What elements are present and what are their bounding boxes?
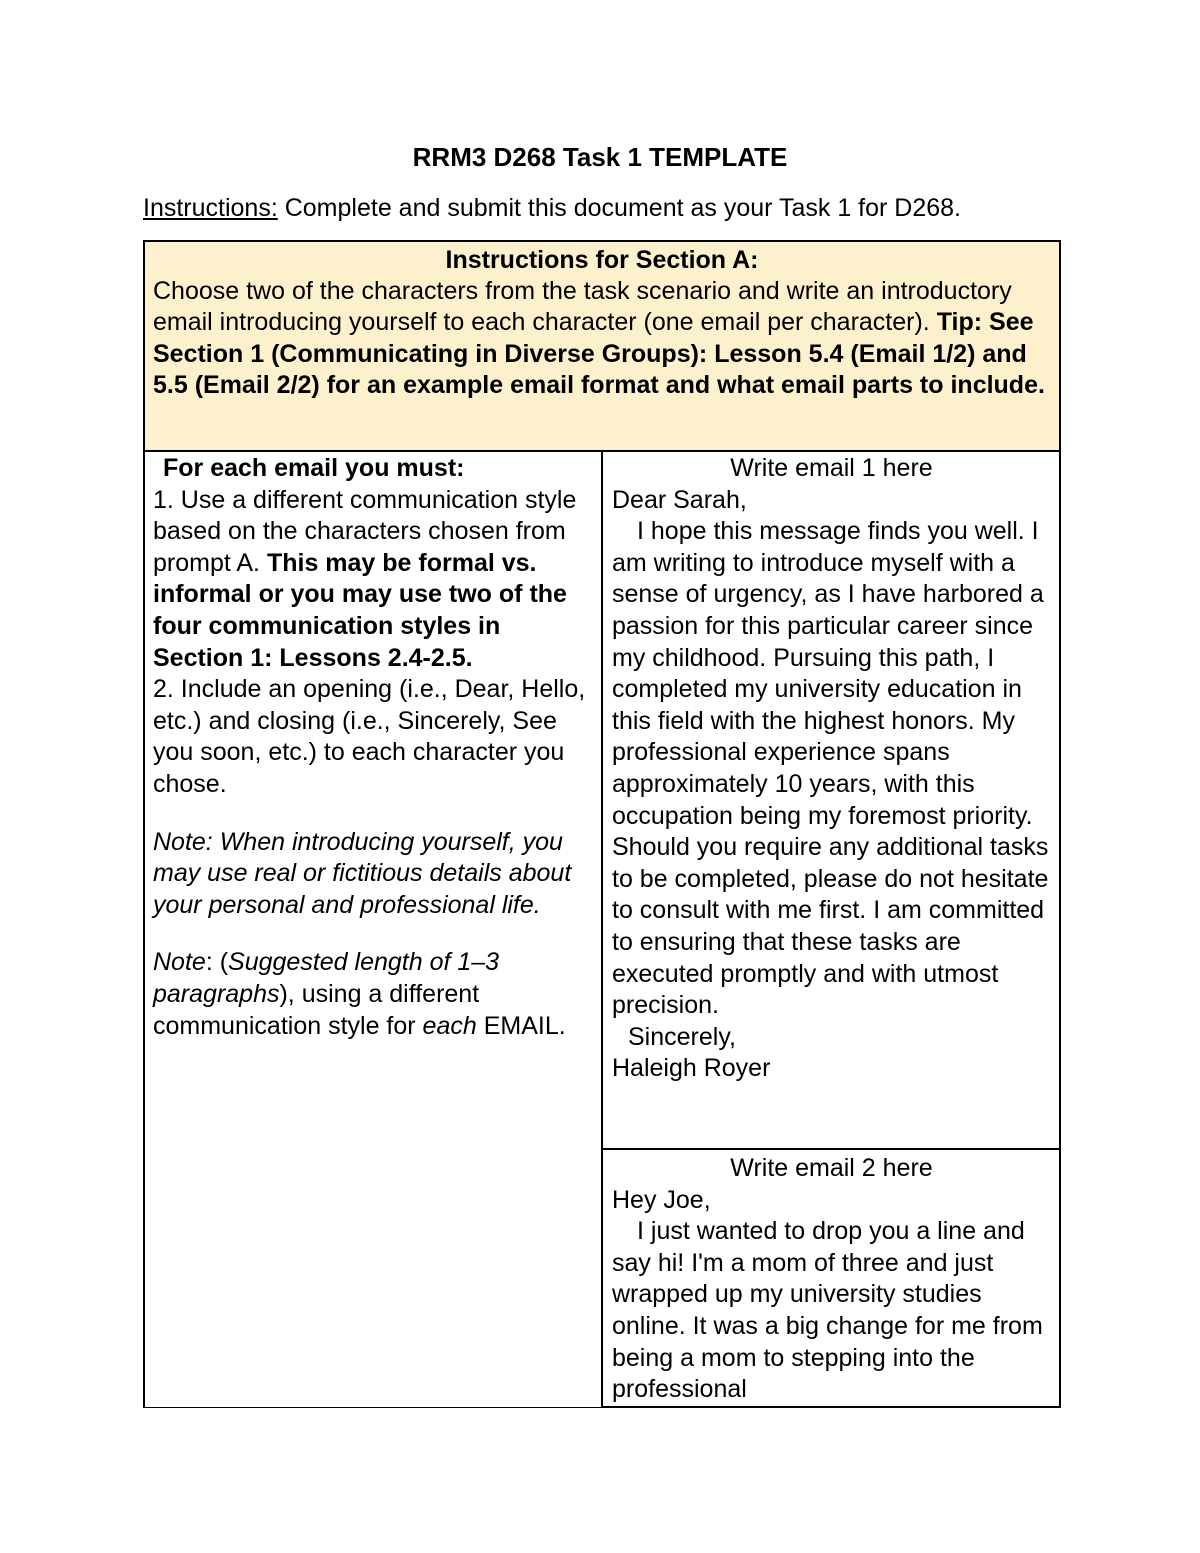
requirements-heading: For each email you must:: [163, 454, 465, 482]
instructions-label: Instructions:: [143, 194, 278, 222]
instructions-text: Complete and submit this document as your Task 1 for D268.: [277, 194, 961, 222]
email-1-closing: Sincerely,: [628, 1022, 736, 1051]
note-length-end: EMAIL.: [476, 1011, 566, 1040]
section-a-body: [153, 276, 1051, 402]
note-length-colon: : (: [205, 948, 229, 977]
note-length-mid: ), using a different communication style for: [153, 979, 480, 1040]
requirement-item-2: 2. Include an opening (i.e., Dear, Hello, etc.) and closing (i.e., Sincerely, See you soon, etc.) to each character you chose.: [153, 675, 586, 798]
email-2-body: I just wanted to drop you a line and say hi! I'm a mom of three and just wrapped up my university studies online. It was a big change for me from being a mom to stepping into the professional: [612, 1217, 1043, 1404]
task-table: [143, 240, 1061, 1408]
email-1-signature: Haleigh Royer: [612, 1054, 771, 1083]
requirement-item-1-text: 1. Use a different communication style based on the characters chosen from prompt A.: [153, 485, 577, 577]
email-1-body: I hope this message finds you well. I am writing to introduce myself with a sense of urgency, as I have harbored a passion for this particular career since my childhood. Pursuing this path, I completed my university education in this field with the highest honors. My professional experience spans approximately 10 years, with this occupation being my foremost priority. Should you require any additional tasks to be completed, please do not hesitate to consult with me first. I am committed to ensuring that these tasks are executed promptly and with utmost precision.: [612, 517, 1049, 1020]
section-a-body-plain: Choose two of the characters from the task scenario and write an introductory email introducing yourself to each character (one email per character).: [153, 277, 1012, 337]
requirement-item-1: [153, 485, 595, 675]
email-2-cell[interactable]: [601, 1150, 1061, 1408]
email-1-greeting: Dear Sarah,: [612, 485, 747, 514]
note-length-each: each: [422, 1011, 477, 1040]
email-1-header: Write email 1 here: [730, 454, 933, 482]
note-details: Note: When introducing yourself, you may use real or fictitious details about your personal and professional life.: [153, 827, 572, 919]
section-a-tip: Tip: See Section 1 (Communicating in Diverse Groups): Lesson 5.4 (Email 1/2) and 5.5 (Email 2/2) for an example email format and what email parts to include.: [153, 308, 1045, 400]
note-length-suggestion: Suggested length of 1–3 paragraphs: [153, 948, 500, 1008]
section-a-instructions: [143, 240, 1061, 452]
document-title: RRM3 D268 Task 1 TEMPLATE: [412, 142, 788, 172]
requirements-cell: [143, 450, 603, 1408]
email-2-header: Write email 2 here: [730, 1154, 933, 1182]
note-length: [153, 947, 595, 1042]
email-2-greeting: Hey Joe,: [612, 1185, 711, 1214]
section-a-heading: Instructions for Section A:: [445, 246, 759, 274]
requirement-item-1-bold: This may be formal vs. informal or you may use two of the four communication styles in Section 1: Lessons 2.4-2.5.: [153, 548, 567, 672]
email-1-cell[interactable]: [601, 450, 1061, 1150]
note-length-label: Note: [153, 948, 206, 977]
instructions-line: [143, 192, 1083, 224]
